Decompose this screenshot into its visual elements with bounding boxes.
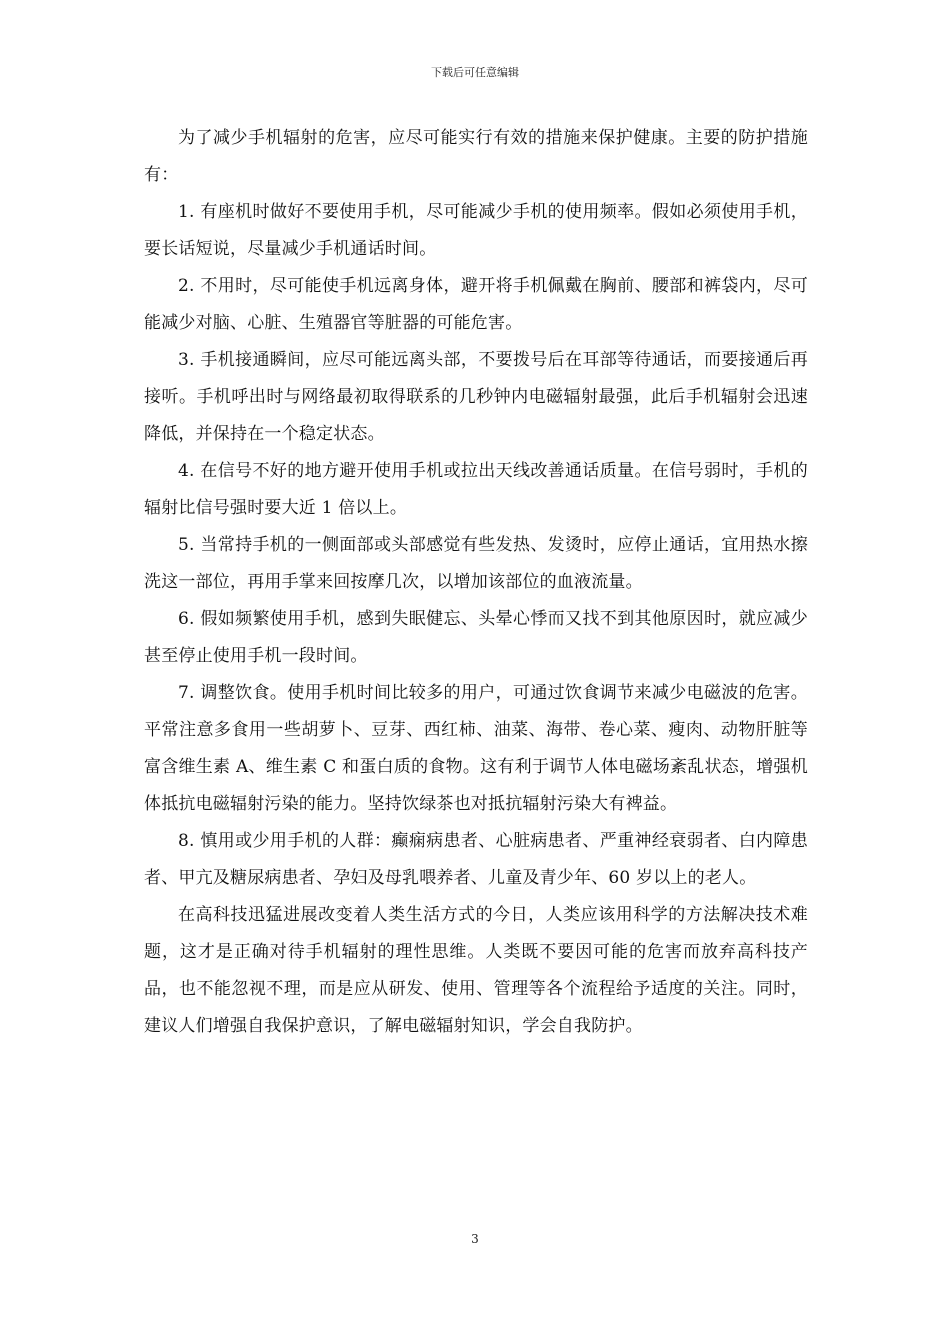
measure-4-paragraph: 4. 在信号不好的地方避开使用手机或拉出天线改善通话质量。在信号弱时，手机的辐射比信号强时要大近 1 倍以上。 xyxy=(144,461,808,518)
conclusion-paragraph: 在高科技迅猛进展改变着人类生活方式的今日，人类应该用科学的方法解决技术难题，这才是正确对待手机辐射的理性思维。人类既不要因可能的危害而放弃高科技产品，也不能忽视不理，而是应从研发、使用、管理等各个流程给予适度的关注。同时，建议人们增强自我保护意识，了解电磁辐射知识，学会自我防护。 xyxy=(144,905,808,1036)
measure-2-paragraph: 2. 不用时，尽可能使手机远离身体，避开将手机佩戴在胸前、腰部和裤袋内，尽可能减少对脑、心脏、生殖器官等脏器的可能危害。 xyxy=(144,276,808,333)
measure-3-paragraph: 3. 手机接通瞬间，应尽可能远离头部，不要拨号后在耳部等待通话，而要接通后再接听。手机呼出时与网络最初取得联系的几秒钟内电磁辐射最强，此后手机辐射会迅速降低，并保持在一个稳定状态。 xyxy=(144,350,808,444)
page-header: 下载后可任意编辑 xyxy=(431,66,519,79)
intro-paragraph: 为了减少手机辐射的危害，应尽可能实行有效的措施来保护健康。主要的防护措施有： xyxy=(144,128,808,185)
measure-8-paragraph: 8. 慎用或少用手机的人群：癫痫病患者、心脏病患者、严重神经衰弱者、白内障患者、甲亢及糖尿病患者、孕妇及母乳喂养者、儿童及青少年、60 岁以上的老人。 xyxy=(144,831,808,888)
document-body xyxy=(144,120,808,1045)
measure-6-paragraph: 6. 假如频繁使用手机，感到失眠健忘、头晕心悸而又找不到其他原因时，就应减少甚至停止使用手机一段时间。 xyxy=(144,609,808,666)
measure-5-paragraph: 5. 当常持手机的一侧面部或头部感觉有些发热、发烫时，应停止通话，宜用热水擦洗这一部位，再用手掌来回按摩几次，以增加该部位的血液流量。 xyxy=(144,535,808,592)
page-number: 3 xyxy=(471,1232,479,1246)
measure-1-paragraph: 1. 有座机时做好不要使用手机，尽可能减少手机的使用频率。假如必须使用手机，要长话短说，尽量减少手机通话时间。 xyxy=(144,202,808,259)
measure-7-paragraph: 7. 调整饮食。使用手机时间比较多的用户，可通过饮食调节来减少电磁波的危害。平常注意多食用一些胡萝卜、豆芽、西红柿、油菜、海带、卷心菜、瘦肉、动物肝脏等富含维生素 A、维生素 C 和蛋白质的食物。这有利于调节人体电磁场紊乱状态，增强机体抵抗电磁辐射污染的能力。坚持饮绿茶也对抵抗辐射污染大有裨益。 xyxy=(144,683,808,814)
